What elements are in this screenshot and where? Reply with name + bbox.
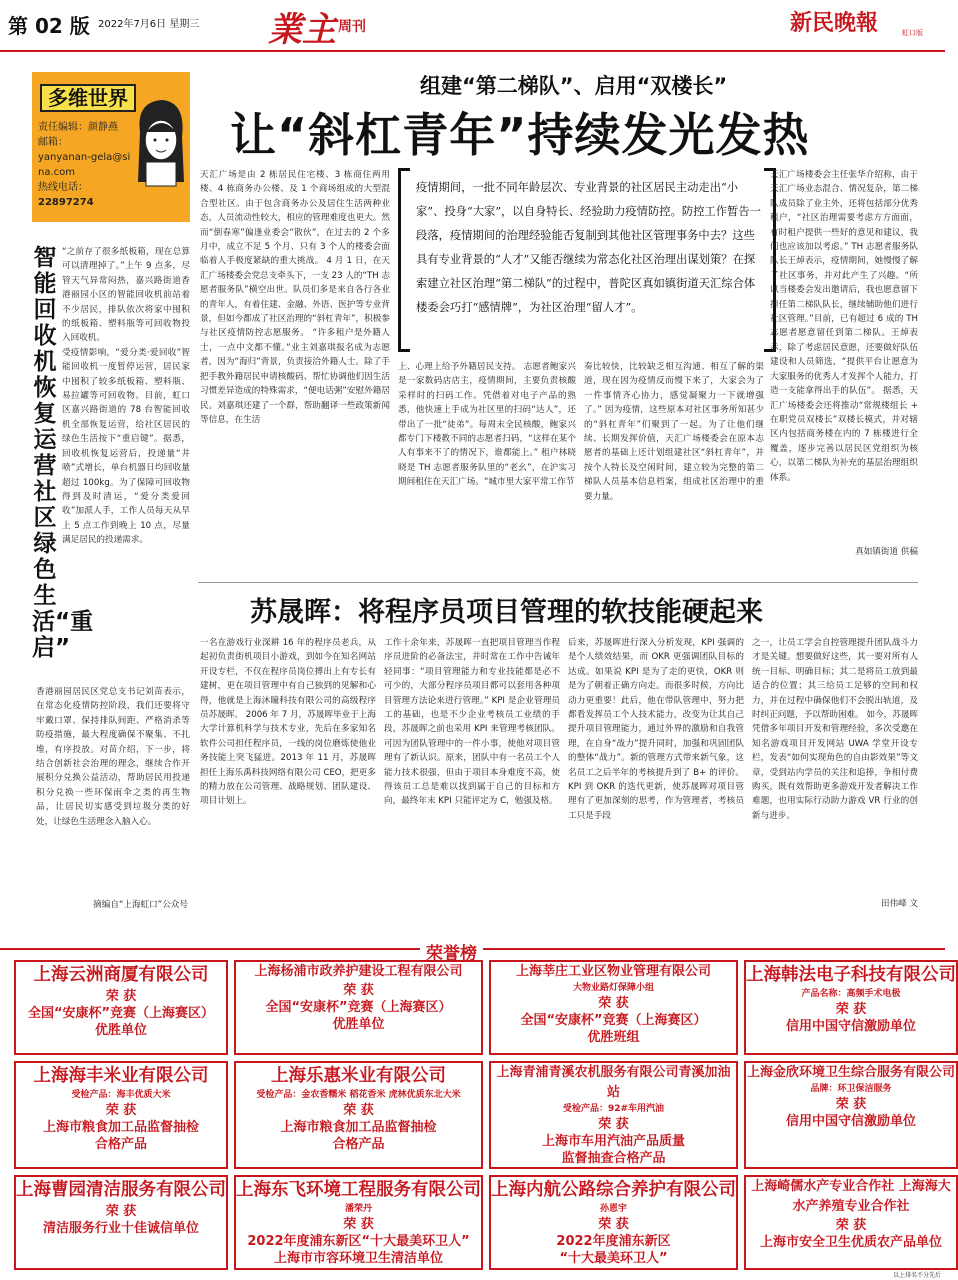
company-name: 上海莘庄工业区物业管理有限公司 bbox=[515, 964, 711, 979]
honor-cell bbox=[14, 960, 228, 1055]
article3-col3: 后来，苏晟晖进行深入分析发现，KPI 强调的是个人绩效结果，而 OKR 更强调团队目标的达成。如果说 KPI 是为了走的更快，OKR 则是为了朝着正确方向走。而很多时候，方向比动力更重要！此后，他在带队管理中，努力把都看发挥员工个人技术能力，改变为让其自己提升项目管理能力，通过外界的激励和自我管理，在自身“战力”提升同时，加强和巩固团队的整体“战力”。新的管理方式带来新气象，这名员工之后半年的考核提升到了 B+ 的评价。 KPI 到 OKR 的迭代更新，使苏晟晖对项目管理有了更加深刻的思考，作为管理者，考核员工只是手段 bbox=[568, 638, 744, 821]
honor-line: 上海市安全卫生优质农产品单位 bbox=[759, 1235, 942, 1250]
honor-line: 全国“安康杯”竞赛（上海赛区） bbox=[520, 1013, 707, 1028]
honor-title: 荣誉榜 bbox=[420, 939, 483, 964]
honor-line: 上海市市容环境卫生清洁单位 bbox=[273, 1251, 443, 1266]
company-name: 上海东飞环境工程服务有限公司 bbox=[236, 1180, 481, 1200]
honor-line: 2022年度浦东新区“十大最美环卫人” bbox=[247, 1234, 470, 1249]
page-number: 第 02 版 bbox=[8, 14, 90, 38]
issue-date: 2022年7月6日 星期三 bbox=[98, 19, 200, 30]
article2-subtitle: 组建“第二梯队”、启用“双楼长” bbox=[420, 74, 728, 98]
honor-line: 荣 获 bbox=[343, 1217, 374, 1232]
divider bbox=[198, 582, 918, 583]
article2-col2: 上、心理上给予外籍居民支持。 志愿者鲍家兴是一家数码店店主，疫情期间，主要负责核酸采样时的扫码工作。凭借着对电子产品的熟悉，他快速上手成为社区里的扫码“达人”，还带出了一批“徒弟”。每周末全民核酸，鲍家兴都专门下楼教不同的志愿者扫码，“这样在某个人有事来不了的情况下，谁都能上。” 租户林晓晓是 TH 志愿者服务队里的“老幺”，在沪实习期间租住在天汇广场。“城市里大家平常工作节 bbox=[398, 362, 576, 488]
honor-line: 荣 获 bbox=[105, 1204, 137, 1219]
article3-col1: 一名在游戏行业深耕 16 年的程序员老兵，从起初负责街机项目小游戏，到如今在知名网站开设专栏，不仅在程序员岗位搏出上有专长有建树，更在项目管理中有自己独到的见解和心得，他就是上海沐瞳科技有限公司的高级程序员苏晟晖。 2006 年 7 月，苏晟晖毕业于上海大学计算机科学与技术专业，先后在多家知名软件公司担任程序员，一线的岗位磨炼使他业务技能上突飞猛进。2013 年 11 月，苏晟晖担任上海乐禹科技网络有限公司 CEO，把更多的精力放在公司管理、战略规划、团队建设、项目计划上。 bbox=[200, 638, 376, 807]
editor-portrait-icon bbox=[132, 92, 188, 192]
article1-p1: “之前存了很多纸板箱，现在总算可以清理掉了。”上午 9 点多，尽管天气异常闷热，嘉兴路街道香港丽园小区的智能回收机前站着不少居民，排队依次将家中囤积的纸板箱、塑料瓶等可回收物投入回收机。 bbox=[62, 247, 190, 344]
article3-col4: 之一，让员工学会自控管理提升团队战斗力才是关键。想要做好这些，其一要对所有人统一目标、明确目标；其二是将员工放到最适合的位置；其三给员工足够的空间和权力，并在过程中确保他们不会脱出轨道，及时纠正问题，予以帮助困难。 如今，苏晟晖凭借多年项目开发和管理经验，多次受邀在知名游戏项目开发网站 UWA 学堂开设专栏，发表“如何实现角色的自由影效果”等文章，受到站内学员的关注和追捧，争相付费购买，既有效帮助更多游戏开发者解决工作难题，也用实际行动助力游戏 VR 行业的创新与进步。 bbox=[752, 638, 919, 821]
article3-col2: 工作十余年来，苏晟晖一直把项目管理当作程序员进阶的必备法宝，并时常在工作中告诫年轻同事：“项目管理能力和专业技能都是必不可少的，大部分程序员项目都可以套用各种项目管理方法论来进行管理。” KPI 是企业管理员工的基础，也是不少企业考核员工业绩的手段，苏晟晖之前也采用 KPI 来管理考核团队。可因为团队管理中的一件小事，使他对项目管理有了新认识。原来，团队中有一名员工个人能力技术很强，但由于项目本身难度不高，使得该员工总是难以找到属于自己的目标和方向，最终年末 KPI 只能评定为 C，勉强及格。 bbox=[384, 638, 560, 807]
editor-info bbox=[38, 120, 134, 210]
honor-line: 荣 获 bbox=[598, 1217, 629, 1232]
honor-line: 荣 获 bbox=[835, 1002, 867, 1017]
company-name: 上海杨浦市政养护建设工程有限公司 bbox=[254, 964, 463, 979]
honor-line: 荣 获 bbox=[598, 1117, 629, 1132]
company-name: 上海金欣环境卫生综合服务有限公司 bbox=[746, 1065, 955, 1080]
newspaper-name: 新民晚報 bbox=[790, 10, 879, 36]
honor-cell bbox=[234, 1061, 483, 1169]
article2-source: 真如镇街道 供稿 bbox=[855, 547, 918, 557]
quote-bracket-left bbox=[398, 168, 410, 352]
honor-cell bbox=[234, 1175, 483, 1270]
honor-cell bbox=[489, 960, 738, 1055]
honor-line: 2022年度浦东新区 bbox=[556, 1234, 671, 1249]
honor-cell bbox=[744, 960, 958, 1055]
phone-label: 热线电话： bbox=[38, 182, 88, 193]
honor-cell bbox=[14, 1175, 228, 1270]
article2-col4: 天汇广场楼委会主任张华介绍称，由于天汇广场业态混合、情况复杂，第二梯队成员除了业主外，还将包括部分优秀租户，“社区治理需要考虑方方面面，有时租户提供一些好的意见和建议，我们也应该加以考虑。” TH 志愿者服务队队长王焯表示，疫情期间，她慢慢了解了社区事务，并对此产生了兴趣。“所以当楼委会发出邀请后，我也愿意留下担任第二梯队队长，继续辅助他们进行社区管理。”目前，已有超过 6 成的 TH 志愿者愿意留任到第二梯队。王焯表示，除了考虑居民意愿，还要做好队伍建设和人员筛选，“提供平台让愿意为大家服务的优秀人才发挥个人能力，打造一支能拿得出手的队伍”。 据悉，天汇广场楼委会还将推动“常规楼组长 + 在职党员双楼长”双楼长模式，并对辖区内包括商务楼在内的 7 栋楼进行全覆盖，逐步完善以居民区党组织为核心，以第二梯队为补充的基层治理组织体系。 bbox=[770, 170, 918, 483]
honor-line: 受检产品：金农香糯米 稻花香米 虎林优质东北大米 bbox=[256, 1090, 461, 1100]
honor-line: 荣 获 bbox=[835, 1097, 867, 1112]
honor-line: 潘荣丹 bbox=[344, 1204, 372, 1214]
honor-line: 优胜单位 bbox=[332, 1017, 385, 1032]
article1-p3: 香港丽园居民区党总支书记刘苗表示，在常态化疫情防控阶段，我们还要将守牢戴口罩、保持排队间距、严格消杀等防疫措施，最大程度确保不聚集、不扎堆，有序投放。对苗介绍，下一步，将结合创新社会治理的理念，继续合作开展积分兑换公益活动，帮助居民用投递积分兑换一些环保雨伞之类的再生物品，让居民切实感受到垃圾分类的好处，让绿色生活理念入脑入心。 bbox=[36, 687, 190, 827]
section-logo: 業主 bbox=[268, 10, 336, 50]
honor-line: 合格产品 bbox=[94, 1137, 147, 1152]
article2-col3: 奏比较快，比较缺乏相互沟通、相互了解的渠道，现在因为疫情反而慢下来了，大家会为了一件事情齐心协力，感觉凝聚力一下就增强了。” 因为疫情，这些原本对社区事务所知甚少的“斜杠青年”们聚到了一起。为了让他们继续、长期发挥价值，天汇广场楼委会在原本志愿者的基础上还计划组建社区“斜杠青年”，并按个人特长及空闲时间，建立较为完整的第二梯队人员基本信息档案，组成社区治理中的重要力量。 bbox=[584, 362, 764, 502]
honor-line: 荣 获 bbox=[343, 983, 374, 998]
article1-body-2 bbox=[36, 685, 190, 900]
honor-line: 产品名称：高频手术电极 bbox=[801, 989, 901, 999]
honor-line: 合格产品 bbox=[332, 1137, 385, 1152]
honor-line: 荣 获 bbox=[105, 1103, 137, 1118]
honor-cell bbox=[489, 1175, 738, 1270]
honor-line: 信用中国守信激励单位 bbox=[785, 1114, 916, 1129]
honor-cell bbox=[744, 1061, 958, 1169]
honor-line: 优胜单位 bbox=[94, 1023, 147, 1038]
honor-cell bbox=[489, 1061, 738, 1169]
section-logo-sub: 周刊 bbox=[338, 19, 366, 35]
honor-line: “十大最美环卫人” bbox=[559, 1251, 668, 1266]
article1-p2: 受疫情影响，“爱分类·爱回收”智能回收机一度暂停运营，居民家中囤积了较多纸板箱、塑料瓶、易拉罐等可回收物。目前，虹口区嘉兴路街道的 78 台智能回收机全部恢复运营，给社区居民的绿色生活按下“重启键”。据悉，回收机恢复运营后，投递量“井喷”式增长，单台机器日均回收量超过 100kg。为了保障可回收物得到及时清运，“爱分类爱回收”加派人手，工作人员每天从早上 5 点工作到晚上 10 点，尽量满足居民的投递需求。 bbox=[62, 347, 190, 546]
article3-title: 苏晟晖：将程序员项目管理的软技能硬起来 bbox=[250, 597, 763, 628]
article2-title: 让“斜杠青年”持续发光发热 bbox=[230, 108, 810, 162]
company-name: 上海青浦青溪农机服务有限公司青溪加油站 bbox=[496, 1065, 731, 1100]
honor-line: 受检产品：92#车用汽油 bbox=[562, 1104, 665, 1114]
honor-line: 受检产品：海丰优质大米 bbox=[71, 1090, 171, 1100]
editor-label: 责任编辑：颜静燕 bbox=[38, 122, 118, 133]
phone: 22897274 bbox=[38, 197, 94, 208]
email: yanyanan-gela@sina.com bbox=[38, 152, 131, 178]
honor-line: 荣 获 bbox=[598, 996, 629, 1011]
honor-line: 全国“安康杯”竞赛（上海赛区） bbox=[27, 1006, 215, 1021]
newspaper-edition: 虹口版 bbox=[902, 29, 923, 37]
article2-col1: 天汇广场是由 2 栋居民住宅楼、3 栋商住两用楼、4 栋商务办公楼、及 1 个商场组成的大型混合型社区。由于包含商务办公及居住生活两种业态，人员流动性较大，相应的管理难度也更大。然而“倒春寒”偏逢业委会“散伙”，在过去的 2 个多月中，成立不足 5 个月、只有 3 个人的楼委会面临着人手极度紧缺的重大挑战。 4 月 1 日，在天汇广场楼委会党总支牵头下，一支 23 人的“TH 志愿者服务队”横空出世。队员们多是来自各行各业的青年人，有着住建、金融、外语、医护等专业背景，但如今都成了社区治理的“斜杠青年”，积极参与社区疫情防控志愿服务。 “许多租户是外籍人士，一点中文都不懂。”业主刘嘉琪报名成为志愿者，因为“海归”背景，负责接洽外籍人士。除了手把手教外籍居民申请核酸码、帮忙协调他们因生活习惯差异造成的特殊需求，“便电话粥”安慰外籍居民。刘嘉琪还建了一个群，帮助翻译一些政策新闻等信息，在生活 bbox=[200, 170, 390, 425]
honor-line: 上海市粮食加工品监督抽检 bbox=[280, 1120, 437, 1135]
honor-line: 信用中国守信激励单位 bbox=[785, 1019, 916, 1034]
honor-line: 上海市车用汽油产品质量 bbox=[541, 1134, 685, 1149]
email-label: 邮箱： bbox=[38, 137, 68, 148]
company-name: 上海海丰米业有限公司 bbox=[33, 1066, 209, 1086]
footer-note: 以上排名不分先后 bbox=[892, 1272, 941, 1279]
honor-line: 上海市粮食加工品监督抽检 bbox=[42, 1120, 199, 1135]
honor-line: 全国“安康杯”竞赛（上海赛区） bbox=[265, 1000, 452, 1015]
honor-grid bbox=[14, 960, 956, 1270]
article1-title: 智能回收机恢复运营 社区绿色生活“重启” bbox=[32, 245, 94, 661]
company-name: 上海曹园清洁服务有限公司 bbox=[16, 1180, 226, 1200]
honor-line: 荣 获 bbox=[105, 989, 137, 1004]
company-name: 上海韩法电子科技有限公司 bbox=[746, 965, 956, 985]
honor-cell bbox=[744, 1175, 958, 1270]
company-name: 上海崎儒水产专业合作社 上海海大水产养殖专业合作社 bbox=[751, 1179, 951, 1214]
company-name: 上海云洲商厦有限公司 bbox=[33, 965, 209, 985]
honor-cell bbox=[234, 960, 483, 1055]
honor-line: 孙恩宇 bbox=[599, 1204, 627, 1214]
honor-line: 荣 获 bbox=[835, 1218, 867, 1233]
honor-line: 大物业路灯保障小组 bbox=[572, 983, 654, 993]
company-name: 上海乐惠米业有限公司 bbox=[271, 1066, 446, 1086]
article1-source: 摘编自“上海虹口”公众号 bbox=[93, 900, 188, 910]
honor-line: 优胜班组 bbox=[587, 1030, 640, 1045]
company-name: 上海内航公路综合养护有限公司 bbox=[491, 1180, 736, 1200]
honor-line: 荣 获 bbox=[343, 1103, 374, 1118]
honor-cell bbox=[14, 1061, 228, 1169]
column-name: 多维世界 bbox=[40, 84, 136, 112]
article2-quote: 疫情期间，一批不同年龄层次、专业背景的社区居民主动走出“小家”、投身“大家”，以自身特长、经验助力疫情防控。防控工作暂告一段落，疫情期间的治理经验能否复制到其他社区管理事务中去？这些具有专业背景的“人才”又能否继续为常态化社区治理出谋划策？在探索建立社区治理“第二梯队”的过程中，普陀区真如镇街道天汇综合体楼委会巧打“感情牌”，为社区治理“留人才”。 bbox=[416, 181, 761, 314]
honor-line: 监督抽查合格产品 bbox=[561, 1151, 666, 1166]
honor-line: 清洁服务行业十佳诚信单位 bbox=[42, 1221, 199, 1236]
honor-line: 品牌：环卫保洁服务 bbox=[810, 1084, 892, 1094]
article3-byline: 田伟峰 文 bbox=[880, 899, 918, 909]
